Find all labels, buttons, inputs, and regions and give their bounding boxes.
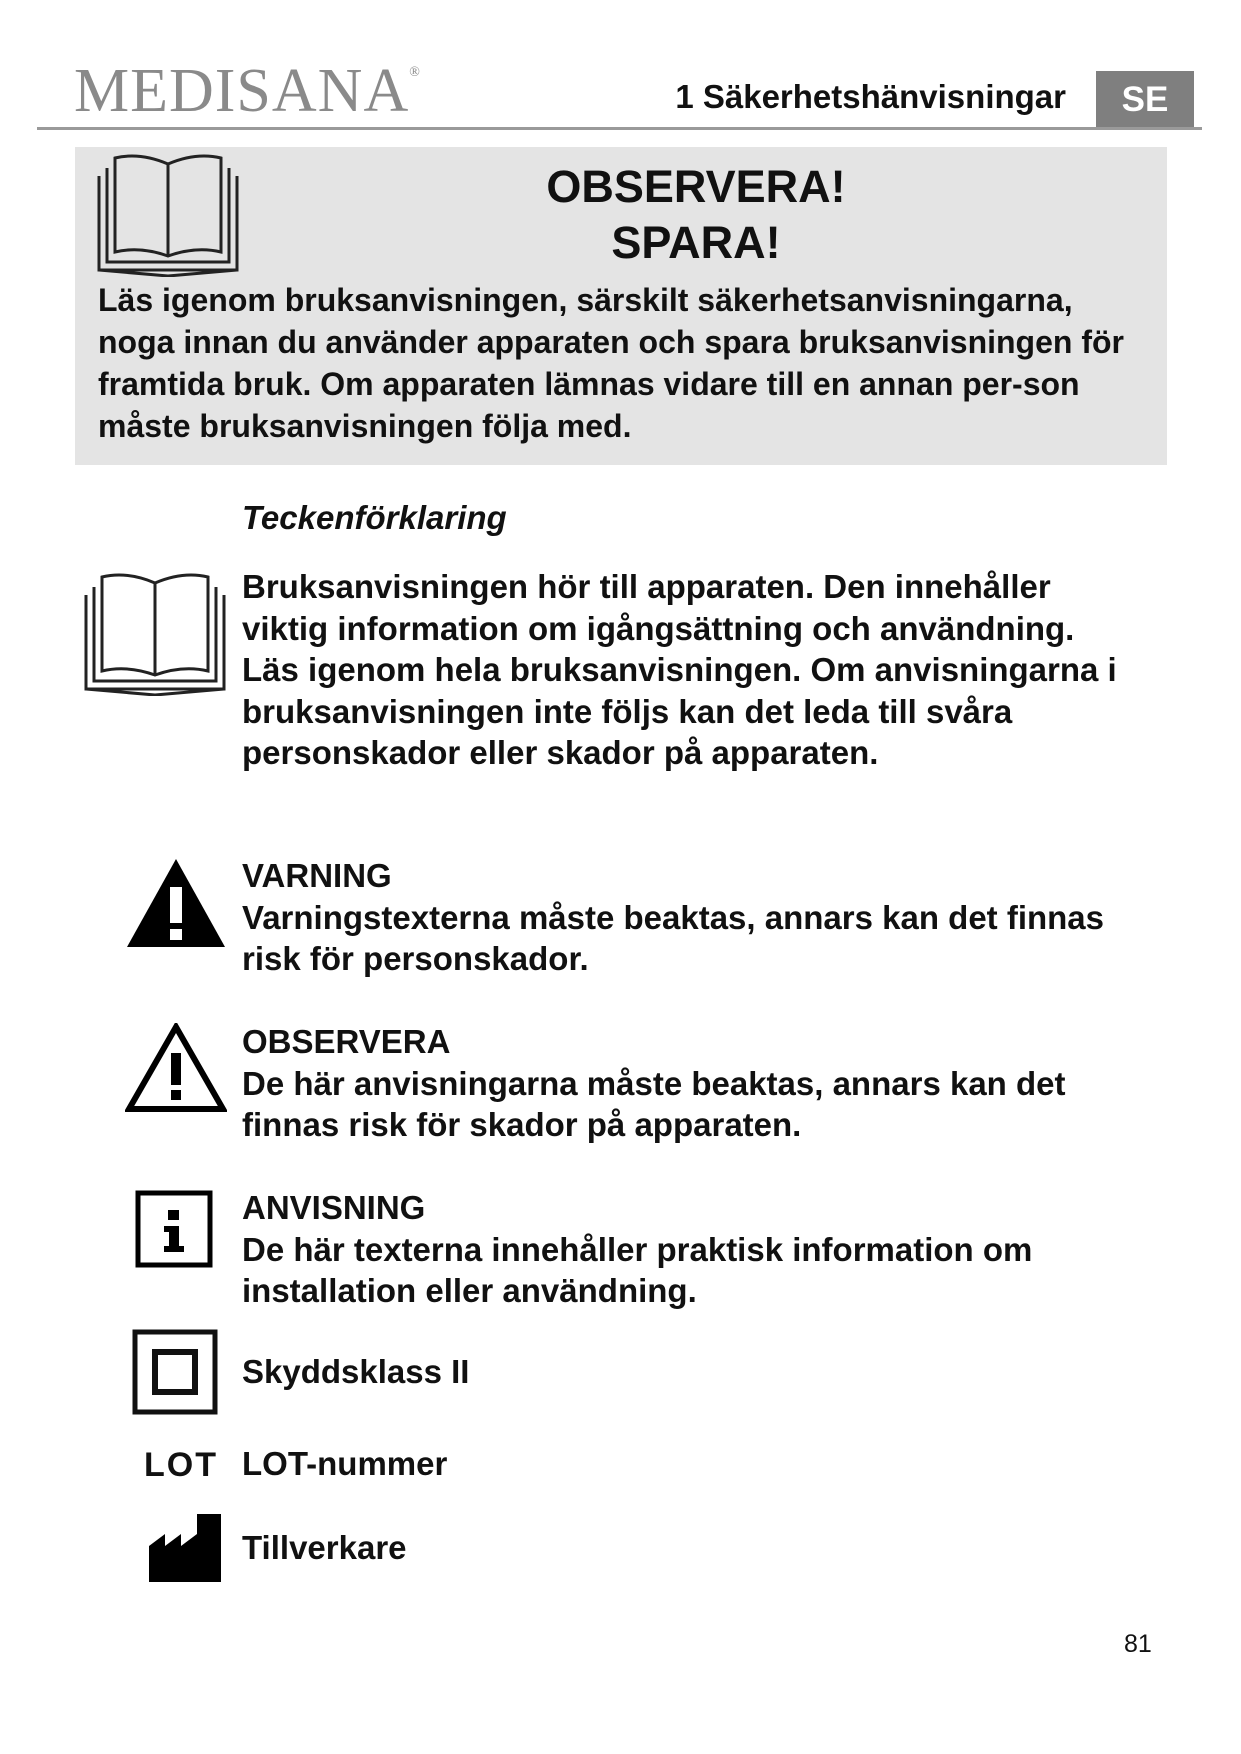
legend-warning: [242, 855, 1122, 980]
protection-class-ii-icon: [132, 1329, 218, 1415]
legend-heading: Teckenförklaring: [242, 499, 507, 536]
legend-lot-text: LOT-nummer: [242, 1445, 448, 1482]
legend-protection-class: [242, 1351, 469, 1393]
legend-note-title: ANVISNING: [242, 1189, 426, 1226]
notice-text: Läs igenom bruksanvisningen, särskilt säkerhetsanvisningarna, noga innan du använder apparaten och spara bruksanvisningen för framtida bruk. Om apparaten lämnas vidare till en annan per-son måste bruksanvisningen följa med.: [98, 282, 1124, 444]
legend-caution-text: De här anvisningarna måste beaktas, annars kan det finnas risk för skador på apparaten.: [242, 1064, 1066, 1143]
language-tab: SE: [1096, 71, 1194, 129]
legend-lot: [242, 1443, 447, 1485]
brand-logo-text: MEDISANA: [74, 57, 410, 125]
book-icon: [82, 571, 228, 696]
manufacturer-icon: [147, 1512, 223, 1582]
notice-title-line1: OBSERVERA!: [546, 161, 846, 212]
legend-caution: [242, 1021, 1122, 1146]
notice-box: [75, 147, 1167, 465]
legend-note: [242, 1187, 1122, 1312]
legend-note-text: De här texterna innehåller praktisk information om installation eller användning.: [242, 1230, 1033, 1309]
brand-logo: MEDISANA®: [74, 57, 421, 125]
lot-icon: LOT: [144, 1446, 218, 1484]
legend-manufacturer: [242, 1527, 407, 1569]
legend-manual-text: Bruksanvisningen hör till apparaten. Den innehåller viktig information om igångsättning och användning. Läs igenom hela bruksanvisningen. Om anvisningarna i bruksanvisningen inte följs kan det leda till svåra personskador eller skador på apparaten.: [242, 568, 1117, 771]
legend-warning-title: VARNING: [242, 857, 392, 894]
legend-warning-text: Varningstexterna måste beaktas, annars kan det finnas risk för personskador.: [242, 898, 1105, 977]
legend-manufacturer-text: Tillverkare: [242, 1529, 407, 1566]
legend-caution-title: OBSERVERA: [242, 1023, 451, 1060]
info-icon: [135, 1190, 213, 1268]
header-divider: [37, 127, 1202, 130]
section-title: 1 Säkerhetshänvisningar: [675, 78, 1066, 115]
warning-filled-icon: [125, 857, 227, 949]
notice-title: [255, 159, 1137, 271]
warning-outline-icon: [125, 1023, 227, 1113]
book-icon: [95, 152, 241, 277]
notice-title-line2: SPARA!: [611, 217, 781, 268]
page-number: 81: [1124, 1630, 1152, 1658]
legend-manual: [242, 566, 1122, 774]
legend-protection-class-text: Skyddsklass II: [242, 1353, 470, 1390]
